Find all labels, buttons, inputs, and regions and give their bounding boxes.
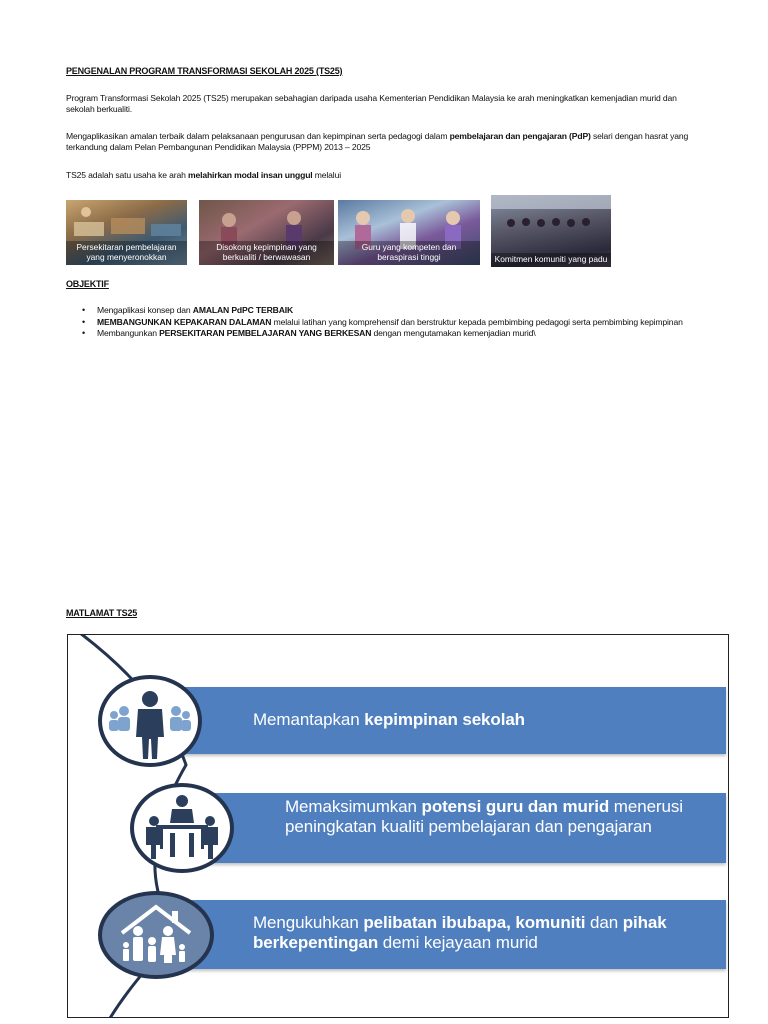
- goal-bold: kepimpinan sekolah: [364, 710, 525, 729]
- goal-band-3: [183, 900, 726, 969]
- p2-text-before: Mengaplikasikan amalan terbaik dalam pelaksanaan pengurusan dan kepimpinan serta pedagogi dalam: [66, 131, 450, 141]
- list-item: [80, 317, 704, 329]
- photo-leadership: [199, 200, 334, 265]
- photo-caption: Komitmen komuniti yang padu: [491, 253, 611, 268]
- item-bold: MEMBANGUNKAN KEPAKARAN DALAMAN: [97, 316, 272, 327]
- photo-strip: [66, 195, 626, 270]
- matlamat-diagram: [67, 634, 729, 1018]
- goal-pre: Mengukuhkan: [253, 913, 364, 932]
- item-text-after: dengan mengutamakan kemenjadian murid\: [371, 328, 536, 338]
- item-bold: AMALAN PdPC TERBAIK: [192, 305, 294, 315]
- goal-text-3: [253, 913, 713, 953]
- goal-bold-2: pihak berkepentingan: [253, 913, 667, 952]
- goal-pre: Memantapkan: [253, 710, 365, 729]
- goal-post: menerusi peningkatan kualiti pembelajaran dan pengajaran: [285, 797, 683, 836]
- photo-caption: Persekitaran pembelajaran yang menyeronokkan: [66, 241, 187, 265]
- goal-post: demi kejayaan murid: [378, 933, 538, 952]
- list-item: [80, 328, 704, 340]
- photo-community: [491, 195, 611, 267]
- intro-paragraph-1: Program Transformasi Sekolah 2025 (TS25) merupakan sebahagian daripada usaha Kementerian Pendidikan Malaysia ke arah meningkatkan kemenjadian murid dan sekolah berkualiti.: [66, 93, 677, 114]
- meeting-icon: [130, 783, 234, 873]
- p2-bold: pembelajaran dan pengajaran (PdP): [449, 131, 591, 141]
- photo-caption: Guru yang kompeten dan beraspirasi tinggi: [338, 241, 480, 265]
- p3-bold: melahirkan modal insan unggul: [187, 170, 313, 180]
- p3-text-before: TS25 adalah satu usaha ke arah: [66, 170, 188, 180]
- photo-classroom: [66, 200, 187, 265]
- goal-mid: dan: [585, 913, 623, 932]
- family-house-icon: [98, 891, 214, 979]
- item-text-before: Mengaplikasi konsep dan: [97, 305, 193, 315]
- goal-band-2: [203, 793, 726, 863]
- goal-pre: Memaksimumkan: [285, 797, 422, 816]
- goal-bold: pelibatan ibubapa, komuniti: [363, 913, 586, 932]
- goal-band-1: [168, 687, 726, 754]
- matlamat-heading: MATLAMAT TS25: [66, 608, 138, 618]
- photo-teachers: [338, 200, 480, 265]
- item-text-before: Membangunkan: [97, 328, 160, 338]
- list-item: [80, 305, 704, 317]
- objektif-list: [80, 305, 704, 340]
- goal-bold: potensi guru dan murid: [421, 797, 610, 816]
- item-text-after: melalui latihan yang komprehensif dan berstruktur kepada pembimbing pedagogi serta pembimbing kepimpinan: [271, 316, 683, 327]
- item-bold: PERSEKITARAN PEMBELAJARAN YANG BERKESAN: [159, 328, 372, 338]
- goal-text-2: [285, 797, 715, 837]
- p2-text-after: selari dengan hasrat yang terkandung dalam Pelan Pembangunan Pendidikan Malaysia (PPPM) 2013 – 2025: [66, 131, 689, 152]
- intro-paragraph-2: [66, 131, 706, 153]
- intro-paragraph-3: [66, 170, 706, 181]
- objektif-heading: OBJEKTIF: [66, 279, 109, 289]
- goal-text-1: [253, 710, 713, 730]
- leader-icon: [98, 675, 202, 767]
- photo-caption: Disokong kepimpinan yang berkualiti / berwawasan: [199, 241, 334, 265]
- p3-text-after: melalui: [312, 170, 341, 180]
- intro-heading: PENGENALAN PROGRAM TRANSFORMASI SEKOLAH 2025 (TS25): [66, 66, 343, 76]
